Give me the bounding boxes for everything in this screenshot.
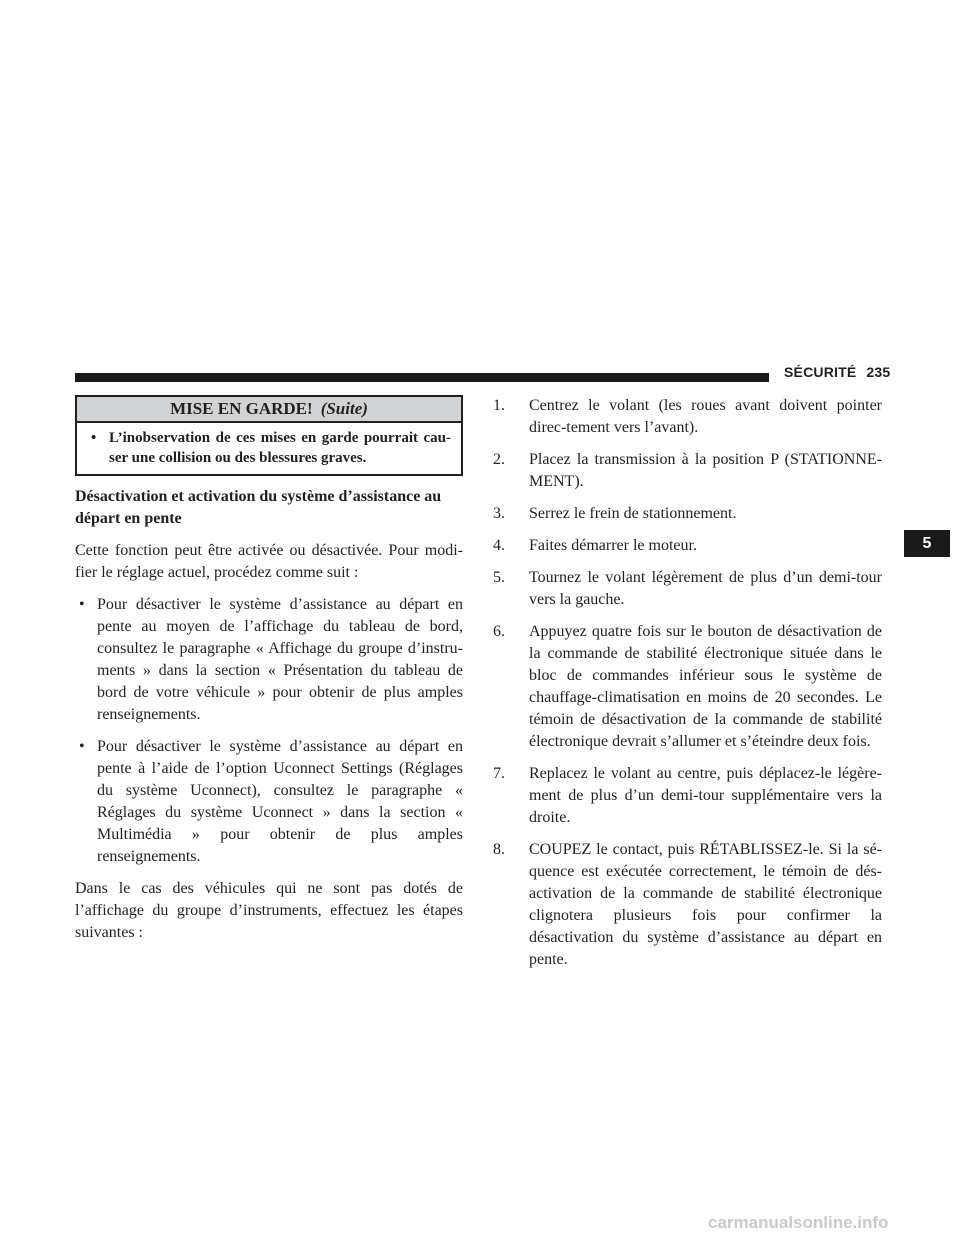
options-list: [75, 594, 463, 868]
step-text: Centrez le volant (les roues avant doivent pointer direc-tement vers l’avant).: [529, 397, 882, 436]
step-text: Appuyez quatre fois sur le bouton de désactivation de la commande de stabilité électronique située dans le bloc de commandes inférieur sous le système de chauffage-climatisation en moins de 20 secondes. Le témoin de désactivation de la commande de stabilité électronique devrait s’allumer et s’éteindre deux fois.: [529, 623, 882, 750]
step-item: [493, 763, 882, 829]
closing-paragraph: Dans le cas des véhicules qui ne sont pas dotés de l’affichage du groupe d’instruments, effectuez les étapes suivantes :: [75, 880, 463, 941]
step-item: [493, 567, 882, 611]
warning-bullet-text: L’inobservation de ces mises en garde pourrait cau-ser une collision ou des blessures graves.: [109, 430, 451, 466]
step-item: [493, 449, 882, 493]
step-number: 8.: [493, 841, 505, 858]
intro-paragraph: Cette fonction peut être activée ou désactivée. Pour modi-fier le réglage actuel, procédez comme suit :: [75, 542, 463, 581]
step-number: 4.: [493, 537, 505, 554]
section-title: SÉCURITÉ: [784, 364, 857, 380]
header-rule: [75, 373, 769, 382]
section-heading: Désactivation et activation du système d’assistance au départ en pente: [75, 488, 442, 527]
step-text: Replacez le volant au centre, puis déplacez-le légère-ment de plus d’un demi-tour supplémentaire vers la droite.: [529, 765, 882, 826]
step-text: Tournez le volant légèrement de plus d’un demi-tour vers la gauche.: [529, 569, 882, 608]
step-number: 6.: [493, 623, 505, 640]
step-text: Serrez le frein de stationnement.: [529, 505, 737, 522]
list-item: [75, 736, 463, 868]
step-item: [493, 535, 882, 557]
step-number: 1.: [493, 397, 505, 414]
warning-title-text: MISE EN GARDE!: [170, 399, 313, 418]
step-number: 3.: [493, 505, 505, 522]
list-item: [75, 594, 463, 726]
warning-box: [75, 395, 463, 476]
bullet-icon: •: [79, 738, 85, 755]
running-header: [784, 364, 890, 380]
step-item: [493, 839, 882, 971]
warning-body: [77, 423, 461, 474]
warning-title: [77, 397, 461, 423]
step-item: [493, 503, 882, 525]
warning-title-suffix: (Suite): [320, 399, 368, 418]
step-text: COUPEZ le contact, puis RÉTABLISSEZ-le. Si la sé-quence est exécutée correctement, le témoin de dés-activation de la commande de stabilité électronique clignotera plusieurs fois pour confirmer la désactivation du système d’assistance au départ en pente.: [529, 841, 882, 968]
left-column: [75, 395, 463, 944]
step-number: 5.: [493, 569, 505, 586]
list-item-text: Pour désactiver le système d’assistance au départ en pente à l’aide de l’option Uconnect Settings (Réglages du système Uconnect), consultez le paragraphe « Réglages du système Uconnect » dans la section « Multimédia » pour obtenir de plus amples renseignements.: [97, 738, 463, 865]
warning-bullet: [87, 428, 451, 468]
bullet-icon: •: [91, 430, 97, 446]
page-number: 235: [866, 364, 891, 380]
step-text: Placez la transmission à la position P (STATIONNE-MENT).: [529, 451, 882, 490]
right-column: [493, 395, 882, 981]
bullet-icon: •: [79, 596, 85, 613]
step-text: Faites démarrer le moteur.: [529, 537, 697, 554]
step-item: [493, 395, 882, 439]
step-number: 2.: [493, 451, 505, 468]
steps-list: [493, 395, 882, 971]
watermark: carmanualsonline.info: [708, 1213, 889, 1232]
step-number: 7.: [493, 765, 505, 782]
step-item: [493, 621, 882, 753]
chapter-tab: 5: [904, 530, 950, 557]
list-item-text: Pour désactiver le système d’assistance au départ en pente au moyen de l’affichage du tableau de bord, consultez le paragraphe « Affichage du groupe d’instru-ments » dans la section « Présentation du tableau de bord de votre véhicule » pour obtenir de plus amples renseignements.: [97, 596, 463, 723]
